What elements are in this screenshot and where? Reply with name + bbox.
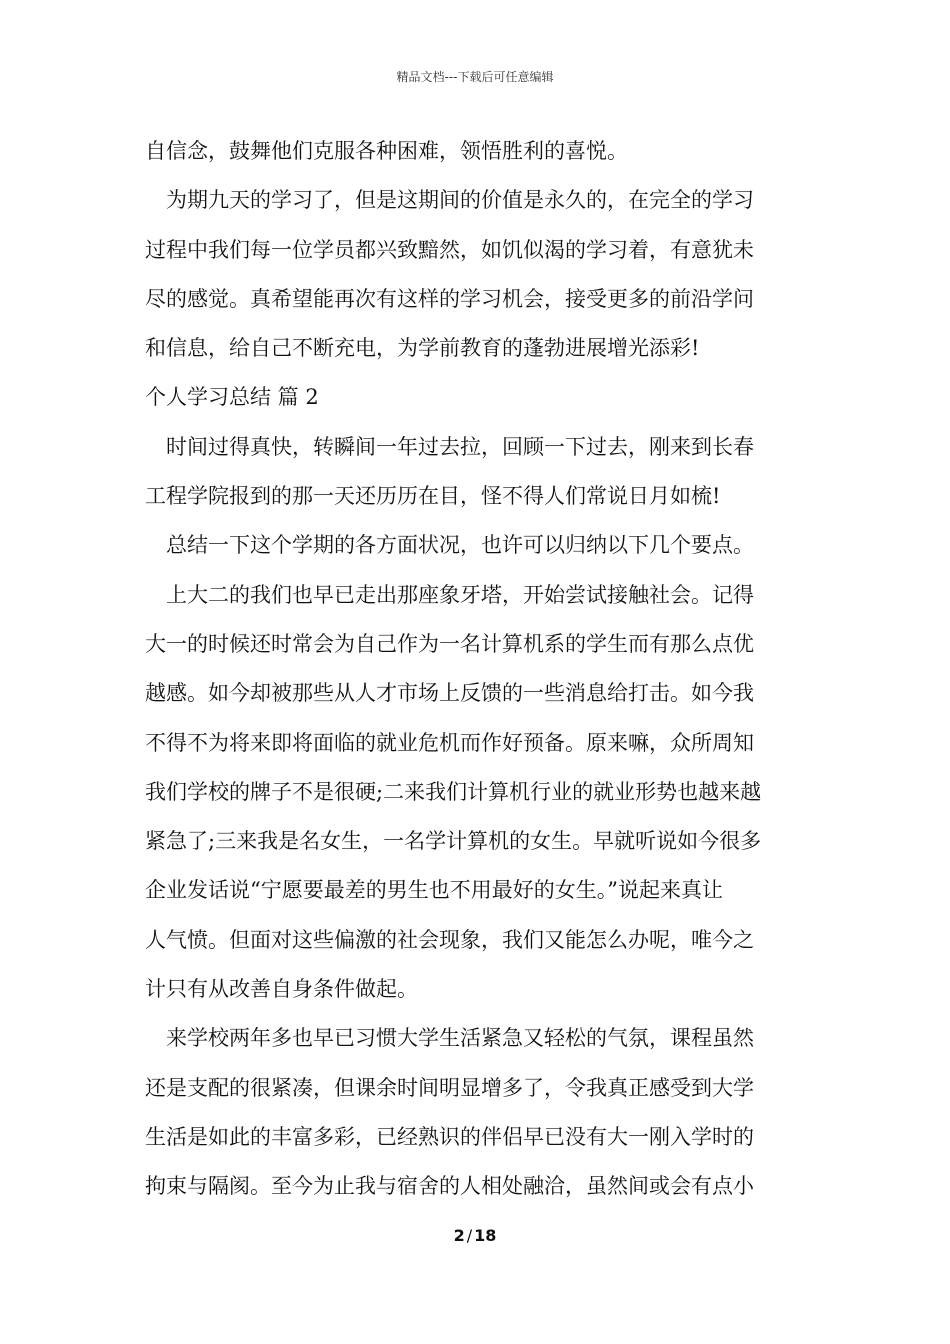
text-line: 越感。如今却被那些从人才市场上反馈的一些消息给打击。如今我 [145, 681, 754, 706]
section-heading: 个人学习总结 篇 2 [145, 385, 319, 410]
text-line: 人气愤。但面对这些偏激的社会现象，我们又能怎么办呢，唯今之 [145, 927, 754, 952]
text-line: 工程学院报到的那一天还历历在目，怪不得人们常说日月如梳! [145, 484, 721, 509]
text-line: 来学校两年多也早已习惯大学生活紧急又轻松的气氛，课程虽然 [166, 1026, 754, 1051]
text-line: 企业发话说“宁愿要最差的男生也不用最好的女生。”说起来真让 [145, 878, 723, 903]
text-line: 计只有从改善自身条件做起。 [145, 977, 418, 1002]
text-line: 为期九天的学习了，但是这期间的价值是永久的，在完全的学习 [166, 188, 754, 213]
text-line: 上大二的我们也早已走出那座象牙塔，开始尝试接触社会。记得 [166, 582, 754, 607]
page-separator: / [466, 1226, 473, 1245]
current-page: 2 [453, 1226, 465, 1245]
total-pages: 18 [474, 1226, 497, 1245]
text-line: 紧急了;三来我是名女生，一名学计算机的女生。早就听说如今很多 [145, 829, 762, 854]
text-line: 过程中我们每一位学员都兴致黯然，如饥似渴的学习着，有意犹未 [145, 237, 754, 262]
body-text [145, 127, 807, 1212]
page-header: 精品文档---下载后可任意编辑 [396, 70, 554, 84]
text-line: 总结一下这个学期的各方面状况，也许可以归纳以下几个要点。 [166, 533, 754, 558]
text-line: 自信念，鼓舞他们克服各种困难，领悟胜利的喜悦。 [145, 139, 628, 163]
text-line: 和信息，给自己不断充电，为学前教育的蓬勃进展增光添彩! [145, 336, 700, 361]
text-line: 尽的感觉。真希望能再次有这样的学习机会，接受更多的前沿学问 [145, 286, 754, 311]
page-number [0, 1226, 950, 1245]
text-line: 时间过得真快，转瞬间一年过去拉，回顾一下过去，刚来到长春 [166, 434, 754, 459]
text-line: 我们学校的牌子不是很硬;二来我们计算机行业的就业形势也越来越 [145, 779, 762, 804]
text-line: 拘束与隔阂。至今为止我与宿舍的人相处融洽，虽然间或会有点小 [145, 1174, 754, 1199]
text-line: 大一的时候还时常会为自己作为一名计算机系的学生而有那么点优 [145, 631, 754, 656]
text-line: 还是支配的很紧凑，但课余时间明显增多了，令我真正感受到大学 [145, 1075, 754, 1100]
text-line: 生活是如此的丰富多彩，已经熟识的伴侣早已没有大一刚入学时的 [145, 1124, 754, 1149]
text-line: 不得不为将来即将面临的就业危机而作好预备。原来嘛，众所周知 [145, 730, 754, 755]
